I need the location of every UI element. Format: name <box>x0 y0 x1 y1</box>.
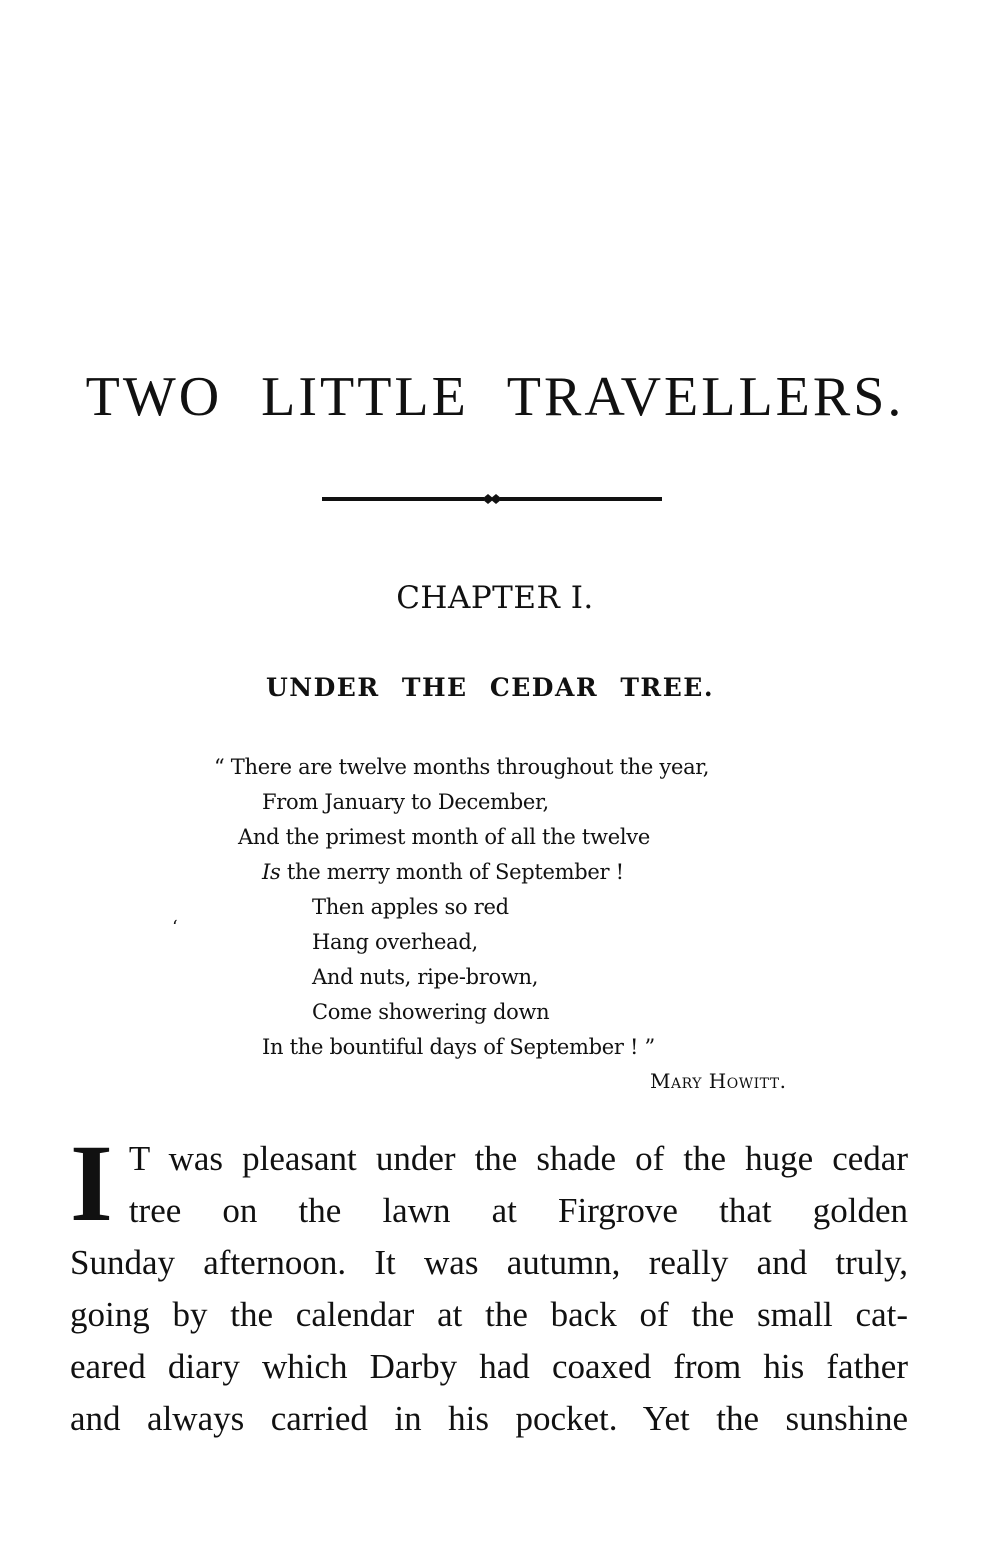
opening-lines <box>70 1133 908 1237</box>
printer-mark: ‘ <box>172 917 178 938</box>
poem-italic-word: Is <box>262 860 281 884</box>
epigraph-attribution: Mary Howitt. <box>650 1069 787 1093</box>
body-line: going by the calendar at the back of the small cat- <box>70 1295 908 1334</box>
poem-line: And the primest month of all the twelve <box>238 825 650 849</box>
poem-line: In the bountiful days of September ! ” <box>262 1035 655 1059</box>
chapter-title: UNDER THE CEDAR TREE. <box>265 673 715 702</box>
chapter-heading: CHAPTER I. <box>396 580 594 616</box>
poem-line-rest: the merry month of September ! <box>286 860 624 884</box>
poem-line: From January to December, <box>262 790 549 814</box>
poem-line <box>262 857 624 887</box>
poem-line: Come showering down <box>312 1000 550 1024</box>
ornament-rule <box>322 492 662 506</box>
poem-line: Then apples so red <box>312 895 509 919</box>
body-line: eared diary which Darby had coaxed from his father <box>70 1347 908 1386</box>
body-line: tree on the lawn at Firgrove that golden <box>128 1191 908 1230</box>
body-line: Sunday afternoon. It was autumn, really and truly, <box>70 1243 908 1282</box>
body-line: T was pleasant under the shade of the huge cedar <box>128 1139 908 1178</box>
drop-cap: I <box>70 1133 113 1237</box>
body-line: and always carried in his pocket. Yet the sunshine <box>70 1399 908 1438</box>
poem-line: Hang overhead, <box>312 930 478 954</box>
body-paragraph <box>70 1133 908 1445</box>
book-title: TWO LITTLE TRAVELLERS. <box>85 366 905 428</box>
poem-line: And nuts, ripe-brown, <box>312 965 539 989</box>
poem-line: “ There are twelve months throughout the year, <box>214 755 710 779</box>
